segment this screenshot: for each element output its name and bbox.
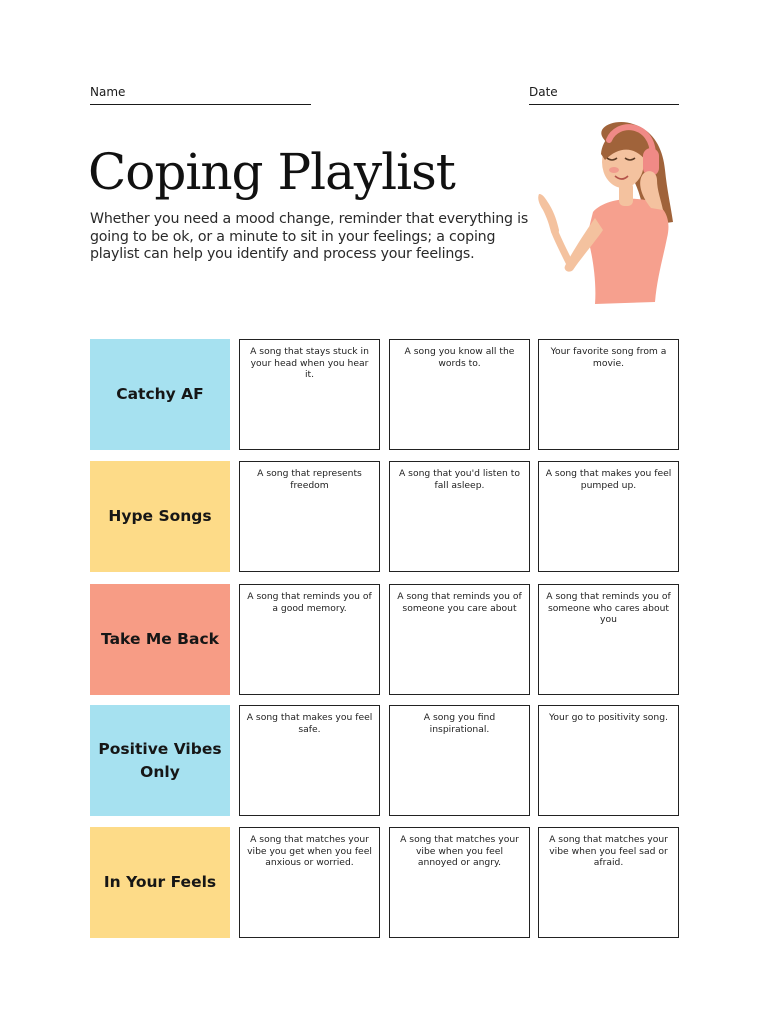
name-field[interactable] [90,84,311,105]
song-box[interactable]: A song that matches your vibe when you feel sad or afraid. [538,827,679,938]
song-box[interactable]: A song you find inspirational. [389,705,530,816]
page-title: Coping Playlist [88,143,455,201]
category-hype-songs: Hype Songs [90,461,230,572]
category-take-me-back: Take Me Back [90,584,230,695]
song-box[interactable]: A song that makes you feel safe. [239,705,380,816]
song-box[interactable]: A song that makes you feel pumped up. [538,461,679,572]
song-box[interactable]: A song that stays stuck in your head when you hear it. [239,339,380,450]
song-box[interactable]: A song that reminds you of a good memory. [239,584,380,695]
name-label: Name [90,85,126,99]
song-box[interactable]: Your go to positivity song. [538,705,679,816]
song-box[interactable]: A song that you'd listen to fall asleep. [389,461,530,572]
song-box[interactable]: Your favorite song from a movie. [538,339,679,450]
date-field[interactable] [529,84,679,105]
category-in-your-feels: In Your Feels [90,827,230,938]
category-catchy-af: Catchy AF [90,339,230,450]
shirt [587,199,668,304]
girl-with-headphones-icon [525,118,685,308]
song-box[interactable]: A song you know all the words to. [389,339,530,450]
song-box[interactable]: A song that matches your vibe when you feel annoyed or angry. [389,827,530,938]
category-positive-vibes-only: Positive Vibes Only [90,705,230,816]
date-label: Date [529,85,558,99]
song-box[interactable]: A song that reminds you of someone who cares about you [538,584,679,695]
song-box[interactable]: A song that represents freedom [239,461,380,572]
intro-text: Whether you need a mood change, reminder that everything is going to be ok, or a minute to sit in your feelings; a coping playlist can help you identify and process your feelings. [90,211,529,262]
hand-pointing [538,194,559,235]
song-box[interactable]: A song that reminds you of someone you care about [389,584,530,695]
song-box[interactable]: A song that matches your vibe you get when you feel anxious or worried. [239,827,380,938]
